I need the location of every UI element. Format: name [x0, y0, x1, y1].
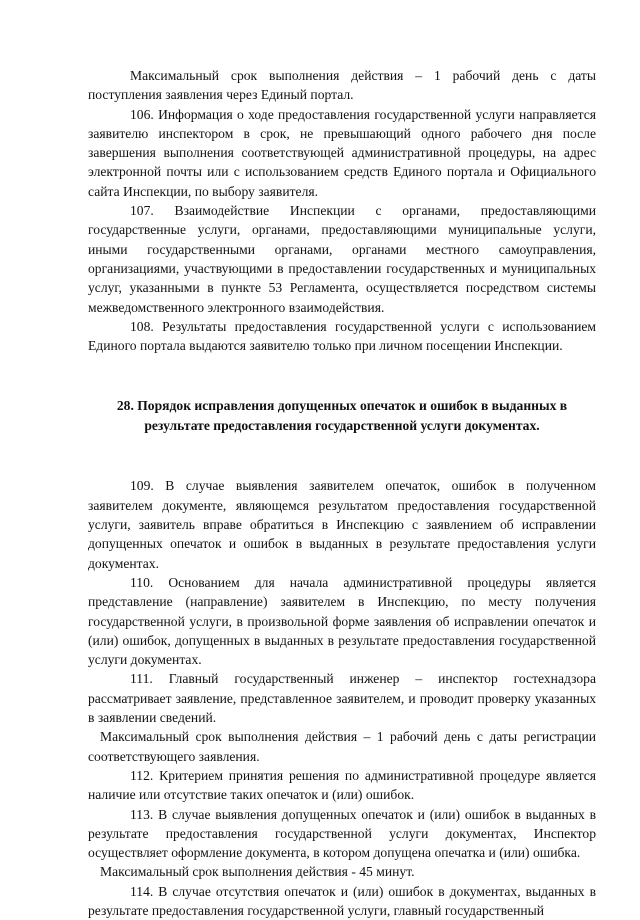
paragraph-max-term-registration: Максимальный срок выполнения действия – 1 рабочий день с даты регистрации соответствующего заявления. — [88, 729, 596, 764]
paragraph-max-term-45-min: Максимальный срок выполнения действия - 45 минут. — [100, 864, 415, 880]
section-heading-28: 28. Порядок исправления допущенных опечаток и ошибок в выданных в результате предоставления государственной услуги документах. — [116, 398, 568, 434]
paragraph-111: 111. Главный государственный инженер – инспектор гостехнадзора рассматривает заявление, представленное заявителем, и проводит проверку указанных в заявлении сведений. — [88, 671, 596, 726]
paragraph-106: 106. Информация о ходе предоставления государственной услуги направляется заявителю инспектором в срок, не превышающий одного рабочего дня после завершения выполнения соответствующей административной процедуры, на адрес электронной почты или с использованием средств Единого портала и Официального сайта Инспекции, по выбору заявителя. — [88, 106, 596, 199]
paragraph-max-term-portal: Максимальный срок выполнения действия – 1 рабочий день с даты поступления заявления через Единый портал. — [88, 68, 596, 103]
paragraph-112: 112. Критерием принятия решения по административной процедуре является наличие или отсутствие таких опечаток и (или) ошибок. — [88, 767, 596, 803]
document-page — [88, 66, 596, 920]
paragraph-109: 109. В случае выявления заявителем опечаток, ошибок в полученном заявителем документе, являющемся результатом предоставления государственной услуги, заявитель вправе обратиться в Инспекцию с заявлением об исправлении допущенных опечаток и ошибок в выданных в результате предоставления услуги документах. — [88, 478, 596, 571]
paragraph-110: 110. Основанием для начала административной процедуры является представление (направление) заявителем в Инспекцию, по месту получения государственной услуги, в произвольной форме заявления об исправлении опечаток и (или) ошибок, допущенных в выданных в результате предоставления государственной услуги документах. — [88, 574, 596, 668]
paragraph-107: 107. Взаимодействие Инспекции с органами, предоставляющими государственные услуги, органами, предоставляющими муниципальные услуги, иными государственными органами, органами местного самоуправления, организациями, участвующими в предоставлении государственных и муниципальных услуг, указанными в пункте 53 Регламента, осуществляется посредством системы межведомственного электронного взаимодействия. — [88, 203, 596, 315]
paragraph-114: 114. В случае отсутствия опечаток и (или) ошибок в документах, выданных в результате предоставления государственной услуги, главный государственный — [88, 883, 596, 918]
paragraph-108: 108. Результаты предоставления государственной услуги с использованием Единого портала выдаются заявителю только при личном посещении Инспекции. — [88, 318, 596, 354]
paragraph-113: 113. В случае выявления допущенных опечаток и (или) ошибок в выданных в результате предоставления государственной услуги документах, Инспектор осуществляет оформление документа, в котором допущена опечатка и (или) ошибка. — [88, 806, 596, 861]
